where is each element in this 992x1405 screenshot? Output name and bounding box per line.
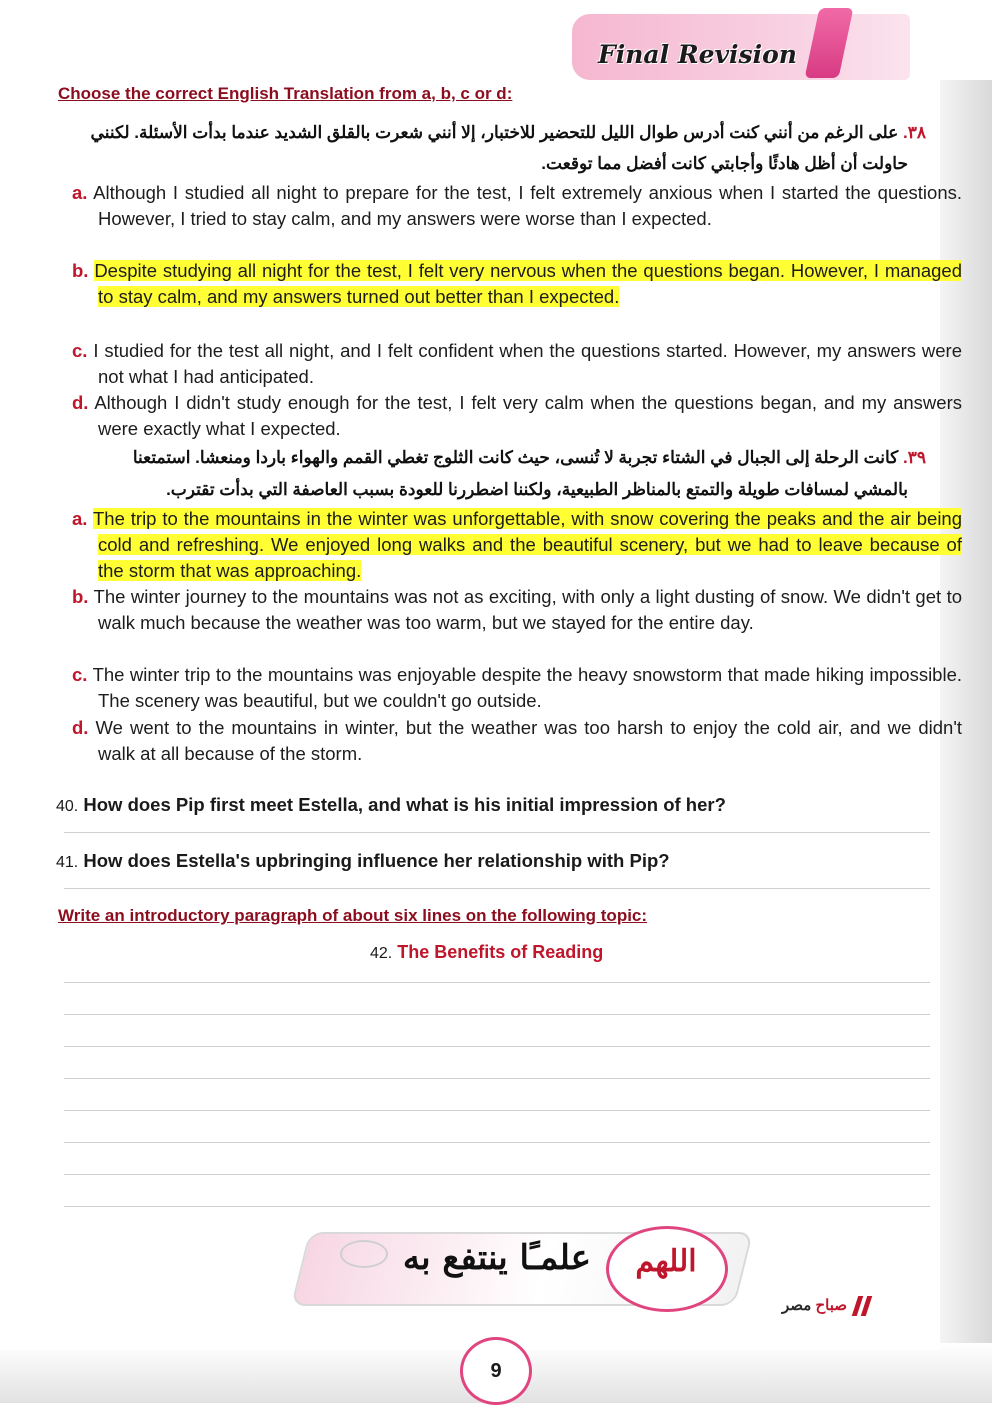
dua-main-text: علمـًا ينتفع به xyxy=(402,1238,592,1278)
topic-number: 42. xyxy=(370,945,393,962)
question-text: How does Estella's upbringing influence her relationship with Pip? xyxy=(83,850,670,871)
question-number: ٣٨. xyxy=(903,123,926,142)
option-38-a[interactable] xyxy=(72,180,962,232)
question-text: على الرغم من أنني كنت أدرس طوال الليل للتحضير للاختبار، إلا أنني شعرت بالقلق الشديد عندما بدأت الأسئلة. لكنني xyxy=(90,123,899,142)
option-38-d[interactable] xyxy=(72,390,962,442)
option-text: The winter trip to the mountains was enjoyable despite the heavy snowstorm that made hiking impossible. The scenery was beautiful, but we couldn't go outside. xyxy=(92,664,963,711)
option-text: I studied for the test all night, and I felt confident when the questions started. However, my answers were not what I had anticipated. xyxy=(93,340,962,387)
option-letter: a. xyxy=(72,182,88,203)
option-text: Although I studied all night to prepare for the test, I felt extremely anxious when I started the questions. However, I tried to stay calm, and my answers were worse than I expected. xyxy=(93,182,962,229)
question-39-arabic xyxy=(66,442,926,474)
option-39-c[interactable] xyxy=(72,662,962,714)
answer-line[interactable] xyxy=(64,888,930,889)
option-text: The winter journey to the mountains was not as exciting, with only a light dusting of snow. We didn't get to walk much because the weather was too warm, but we stayed for the entire day. xyxy=(93,586,963,633)
option-38-c[interactable] xyxy=(72,338,962,390)
question-text: How does Pip first meet Estella, and what is his initial impression of her? xyxy=(83,794,726,815)
option-text-highlighted: Despite studying all night for the test, I felt very nervous when the questions began. However, I managed to stay calm, and my answers turned out better than I expected. xyxy=(94,260,963,307)
writing-line[interactable] xyxy=(64,1206,930,1207)
answer-line[interactable] xyxy=(64,832,930,833)
option-letter: b. xyxy=(72,586,89,607)
option-38-b[interactable] xyxy=(72,258,962,310)
brand-logo xyxy=(782,1296,869,1322)
section-instruction: Choose the correct English Translation from a, b, c or d: xyxy=(58,84,513,103)
question-38-arabic xyxy=(66,117,926,149)
question-text: كانت الرحلة إلى الجبال في الشتاء تجربة لا تُنسى، حيث كانت الثلوج تغطي القمم والهواء باردا ومنعشا. استمتعنا xyxy=(132,448,899,467)
option-letter: b. xyxy=(72,260,89,281)
writing-line[interactable] xyxy=(64,1014,930,1015)
writing-line[interactable] xyxy=(64,1142,930,1143)
question-number: ٣٩. xyxy=(903,448,926,467)
dua-allahumma-text: اللهم xyxy=(635,1244,697,1279)
page-title: Final Revision xyxy=(598,40,797,69)
ring-decoration-icon xyxy=(340,1240,388,1268)
open-question-40 xyxy=(56,794,726,816)
option-39-b[interactable] xyxy=(72,584,962,636)
writing-line[interactable] xyxy=(64,1078,930,1079)
option-text: Although I didn't study enough for the test, I felt very calm when the questions began, and my answers were exactly what I expected. xyxy=(94,392,962,439)
option-letter: a. xyxy=(72,508,88,529)
writing-line[interactable] xyxy=(64,1110,930,1111)
option-text: We went to the mountains in winter, but the weather was too harsh to enjoy the cold air, and we didn't walk at all because of the storm. xyxy=(95,717,962,764)
writing-topic xyxy=(370,942,603,963)
question-38-arabic-line2: حاولت أن أظل هادئًا وأجابتي كانت أفضل مما توقعت. xyxy=(541,154,908,173)
option-39-a[interactable] xyxy=(72,506,962,584)
option-letter: c. xyxy=(72,664,88,685)
writing-line[interactable] xyxy=(64,1046,930,1047)
writing-line[interactable] xyxy=(64,1174,930,1175)
option-39-d[interactable] xyxy=(72,715,962,767)
option-letter: d. xyxy=(72,717,89,738)
brand-text-sabah: صباح xyxy=(815,1297,848,1314)
question-number: 40. xyxy=(56,798,79,815)
open-question-41 xyxy=(56,850,670,872)
writing-line[interactable] xyxy=(64,982,930,983)
option-text-highlighted: The trip to the mountains in the winter was unforgettable, with snow covering the peaks and the air being cold and refreshing. We enjoyed long walks and the beautiful scenery, but we had to leave because of the storm that was approaching. xyxy=(93,508,963,581)
option-letter: c. xyxy=(72,340,88,361)
option-letter: d. xyxy=(72,392,89,413)
page-number: 9 xyxy=(460,1337,532,1405)
question-39-arabic-line2: بالمشي لمسافات طويلة والتمتع بالمناظر الطبيعية، ولكننا اضطررنا للعودة بسبب العاصفة التي بدأت تقترب. xyxy=(166,480,908,499)
topic-title: The Benefits of Reading xyxy=(397,942,604,962)
writing-instruction: Write an introductory paragraph of about six lines on the following topic: xyxy=(58,906,648,925)
brand-text-masr: مصر xyxy=(782,1297,812,1314)
question-number: 41. xyxy=(56,854,79,871)
